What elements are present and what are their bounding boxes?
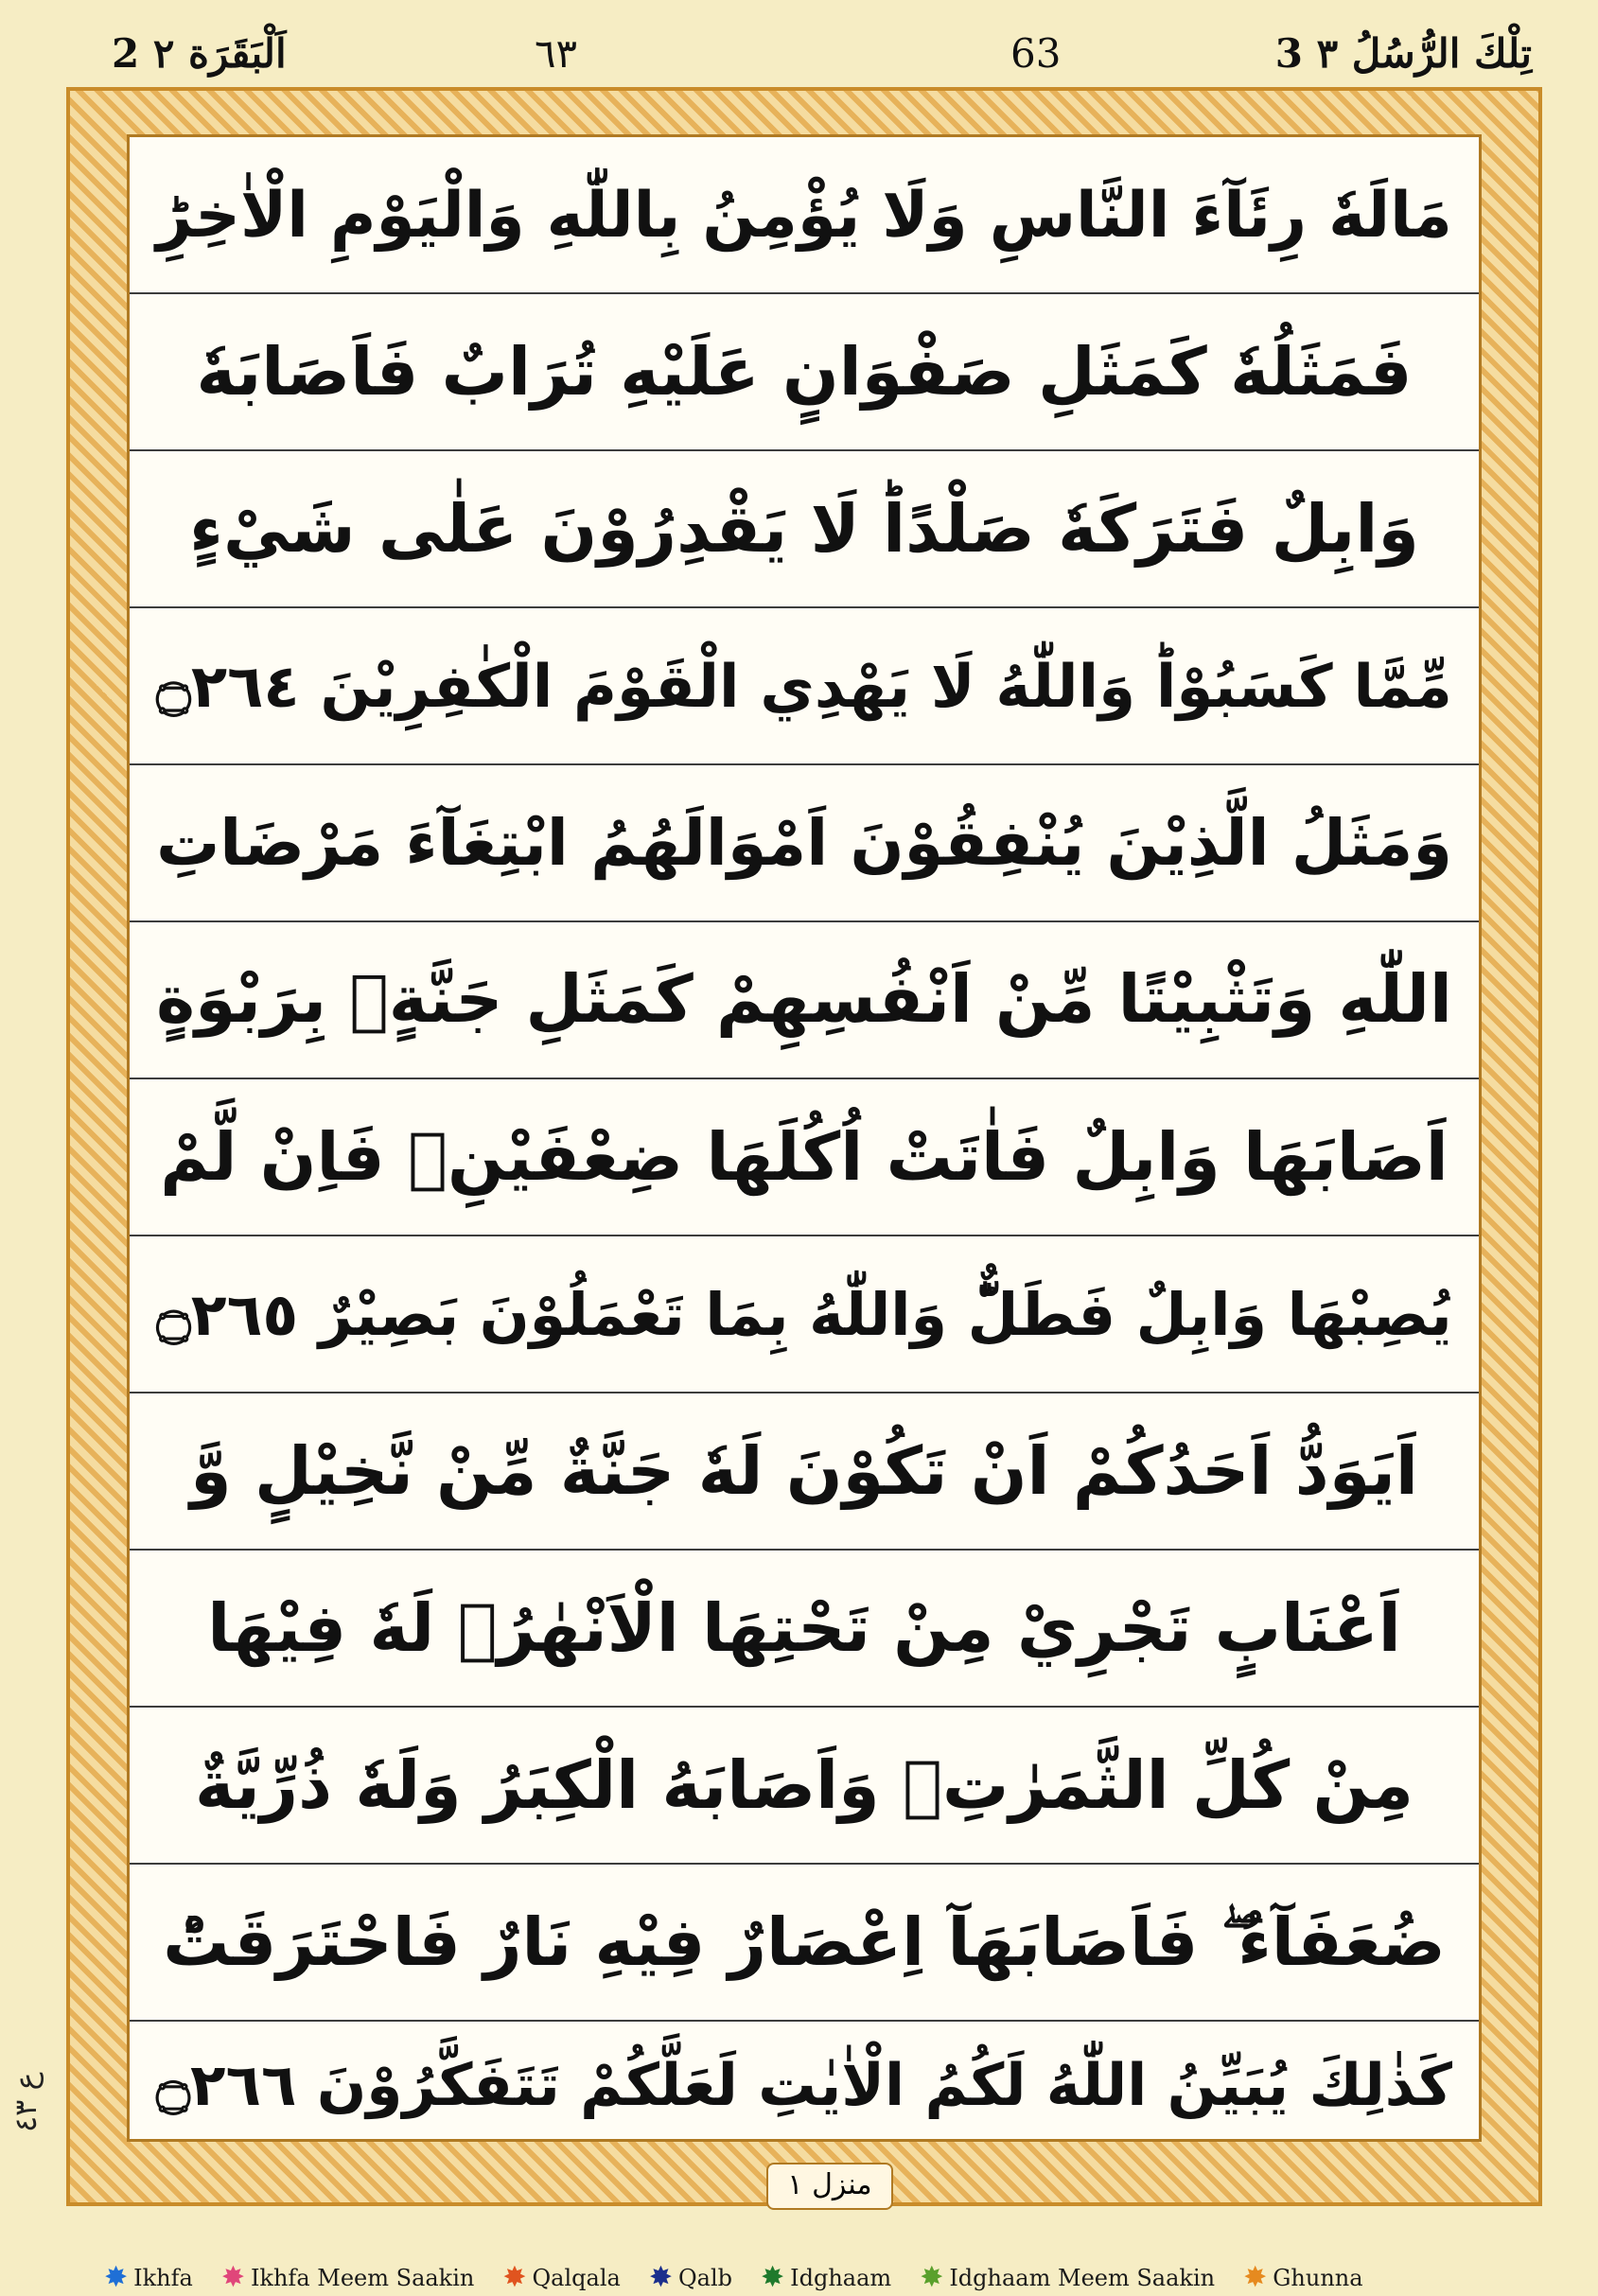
tajweed-legend [104, 2263, 1523, 2293]
star-icon: ✸ [220, 2261, 245, 2294]
verse-line-text: كَذٰلِكَ يُبَيِّنُ اللّٰهُ لَكُمُ الْاٰيٰتِ لَعَلَّكُمْ تَتَفَكَّرُوْنَ ۝٢٦٦ [156, 2051, 1452, 2119]
surah-name: 2 اَلْبَقَرَة ٢ [112, 30, 287, 77]
verse-line-text: فَمَثَلُهٗ كَمَثَلِ صَفْوَانٍ عَلَيْهِ تُرَابٌ فَاَصَابَهٗ [196, 333, 1413, 411]
verse-line-13 [130, 2022, 1479, 2148]
page-number: 63 [1010, 30, 1062, 77]
verse-line-10 [130, 1551, 1479, 1708]
legend-label: Qalqala [532, 2265, 621, 2291]
legend-item-ikhfa [104, 2261, 193, 2294]
verse-line-text: يُصِبْهَا وَابِلٌ فَطَلٌّؕ وَاللّٰهُ بِمَا تَعْمَلُوْنَ بَصِيْرٌ ۝٢٦٥ [156, 1279, 1452, 1349]
verse-line-text: اَصَابَهَا وَابِلٌ فَاٰتَتْ اُكُلَهَا ضِعْفَيْنِۚ فَاِنْ لَّمْ [160, 1118, 1449, 1196]
verse-line-2 [130, 294, 1479, 451]
verse-line-text: وَمَثَلُ الَّذِيْنَ يُنْفِقُوْنَ اَمْوَالَهُمُ ابْتِغَآءَ مَرْضَاتِ [156, 806, 1452, 880]
juz-name: 3 تِلْكَ الرُّسُلُ ٣ [1274, 30, 1532, 77]
verse-line-text: وَابِلٌ فَتَرَكَهٗ صَلْدًاؕ لَا يَقْدِرُوْنَ عَلٰى شَيْءٍ [189, 490, 1419, 568]
verse-line-text: مِنْ كُلِّ الثَّمَرٰتِۙ وَاَصَابَهُ الْكِبَرُ وَلَهٗ ذُرِّيَّةٌ [195, 1746, 1414, 1824]
manzil-label: منزل ۱ [766, 2163, 893, 2210]
ruku-marker: ع ٤٣ [8, 2072, 44, 2132]
verse-line-text: مِّمَّا كَسَبُوْاؕ وَاللّٰهُ لَا يَهْدِي الْقَوْمَ الْكٰفِرِيْنَ ۝٢٦٤ [156, 651, 1452, 721]
verse-line-3 [130, 451, 1479, 608]
verse-line-6 [130, 922, 1479, 1079]
verse-line-4 [130, 608, 1479, 765]
legend-label: Ghunna [1273, 2265, 1363, 2291]
page-header [0, 0, 1598, 87]
text-panel [127, 134, 1482, 2142]
legend-item-qalb [648, 2261, 732, 2294]
verse-line-7 [130, 1079, 1479, 1236]
verse-line-text: اللّٰهِ وَتَثْبِيْتًا مِّنْ اَنْفُسِهِمْ كَمَثَلِ جَنَّةٍۭ بِرَبْوَةٍ [156, 962, 1452, 1038]
verse-line-12 [130, 1865, 1479, 2022]
star-icon: ✸ [920, 2261, 944, 2294]
verse-line-5 [130, 765, 1479, 922]
star-icon: ✸ [648, 2261, 673, 2294]
verse-line-8 [130, 1236, 1479, 1393]
verse-line-9 [130, 1393, 1479, 1551]
verse-line-text: اَعْنَابٍ تَجْرِيْ مِنْ تَحْتِهَا الْاَنْهٰرُۙ لَهٗ فِيْهَا [207, 1589, 1401, 1667]
star-icon: ✸ [502, 2261, 527, 2294]
verse-line-11 [130, 1708, 1479, 1865]
legend-item-idghaam [761, 2261, 892, 2294]
verse-line-text: مَالَهٗ رِئَآءَ النَّاسِ وَلَا يُؤْمِنُ بِاللّٰهِ وَالْيَوْمِ الْاٰخِرِؕ [156, 178, 1452, 252]
legend-item-ikhfa-meem [220, 2261, 475, 2294]
star-icon: ✸ [1243, 2261, 1268, 2294]
legend-label: Ikhfa Meem Saakin [250, 2265, 475, 2291]
ornamental-border [66, 87, 1542, 2206]
legend-item-idghaam-meem [920, 2261, 1216, 2294]
legend-label: Idghaam Meem Saakin [949, 2265, 1216, 2291]
legend-item-ghunna [1243, 2261, 1363, 2294]
verse-line-text: ضُعَفَآءُ ۖ فَاَصَابَهَآ اِعْصَارٌ فِيْهِ نَارٌ فَاحْتَرَقَتْؕ [163, 1902, 1446, 1981]
star-icon: ✸ [104, 2261, 129, 2294]
legend-item-qalqala [502, 2261, 621, 2294]
legend-label: Idghaam [790, 2265, 892, 2291]
legend-label: Ikhfa [133, 2265, 193, 2291]
page-number-arabic: ٦٣ [535, 30, 578, 77]
verse-line-1 [130, 137, 1479, 294]
star-icon: ✸ [761, 2261, 785, 2294]
verse-line-text: اَيَوَدُّ اَحَدُكُمْ اَنْ تَكُوْنَ لَهٗ جَنَّةٌ مِّنْ نَّخِيْلٍ وَّ [190, 1432, 1418, 1510]
legend-label: Qalb [677, 2265, 732, 2291]
